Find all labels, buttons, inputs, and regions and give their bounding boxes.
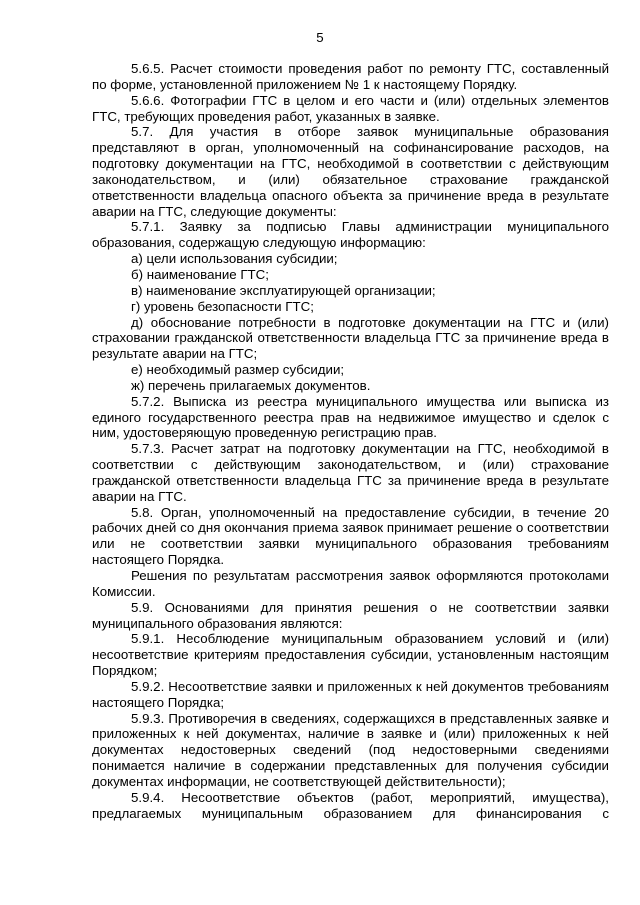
paragraph-5-6-5: 5.6.5. Расчет стоимости проведения работ по ремонту ГТС, составленный по форме, установленной приложением № 1 к настоящему Порядку. [92,61,609,92]
paragraph-5-9-1: 5.9.1. Несоблюдение муниципальным образованием условий и (или) несоответствие критериям предоставления субсидии, установленным настоящим Порядком; [92,631,609,679]
list-item-zh: ж) перечень прилагаемых документов. [131,377,371,393]
page-number: 5 [316,30,324,45]
list-item-e: е) необходимый размер субсидии; [131,362,345,378]
paragraph-5-7-1: 5.7.1. Заявку за подписью Главы администрации муниципального образования, содержащую следующую информацию: [92,219,609,251]
paragraph-5-9: 5.9. Основаниями для принятия решения о не соответствии заявки муниципального образования являются: [92,599,609,631]
paragraph-5-7-2: 5.7.2. Выписка из реестра муниципального имущества или выписка из единого государственного реестра прав на недвижимое имущество и сделок с ним, удостоверяющую проведенную регистрацию прав. [92,393,609,441]
paragraph-5-6-6: 5.6.6. Фотографии ГТС в целом и его части и (или) отдельных элементов ГТС, требующих проведения работ, указанных в заявке. [92,92,609,124]
list-item-d: д) обоснование потребности в подготовке документации на ГТС и (или) страховании гражданской ответственности владельца ГТС за причинение вреда в результате аварии на ГТС; [92,314,609,362]
paragraph-5-9-3: 5.9.3. Противоречия в сведениях, содержащихся в представленных заявке и приложенных к ней документах, наличие в заявке и (или) приложенных к ней документах недостоверных сведений (под недостоверными сведениями понимается наличие в содержании представленных для получения субсидии документах информации, не соответствующей действительности); [92,710,609,789]
paragraph-5-7-3: 5.7.3. Расчет затрат на подготовку документации на ГТС, необходимой в соответствии с действующим законодательством, и (или) страхование гражданской ответственности владельца ГТС за причинение вреда в результате аварии на ГТС. [92,441,609,504]
paragraph-decisions: Решения по результатам рассмотрения заявок оформляются протоколами Комиссии. [92,568,609,599]
page-body [92,61,609,822]
list-item-b: б) наименование ГТС; [131,266,269,282]
list-item-a: а) цели использования субсидии; [131,251,338,267]
paragraph-5-7: 5.7. Для участия в отборе заявок муниципальные образования представляют в орган, уполномоченный на софинансирование расходов, на подготовку документации на ГТС, необходимой в соответствии с действующим законодательством, и (или) обязательное страхование гражданской ответственности владельца опасного объекта за причинение вреда в результате аварии на ГТС, следующие документы: [92,124,609,219]
list-item-v: в) наименование эксплуатирующей организации; [131,282,436,298]
paragraph-5-9-2: 5.9.2. Несоответствие заявки и приложенных к ней документов требованиям настоящего Порядка; [92,678,609,710]
paragraph-5-8: 5.8. Орган, уполномоченный на предоставление субсидии, в течение 20 рабочих дней со дня окончания приема заявок принимает решение о соответствии или не соответствии заявки муниципального образования требованиям настоящего Порядка. [92,504,609,568]
list-item-g: г) уровень безопасности ГТС; [131,298,314,314]
paragraph-5-9-4: 5.9.4. Несоответствие объектов (работ, мероприятий, имущества), предлагаемых муниципальным образованием для финансирования с [92,789,609,821]
